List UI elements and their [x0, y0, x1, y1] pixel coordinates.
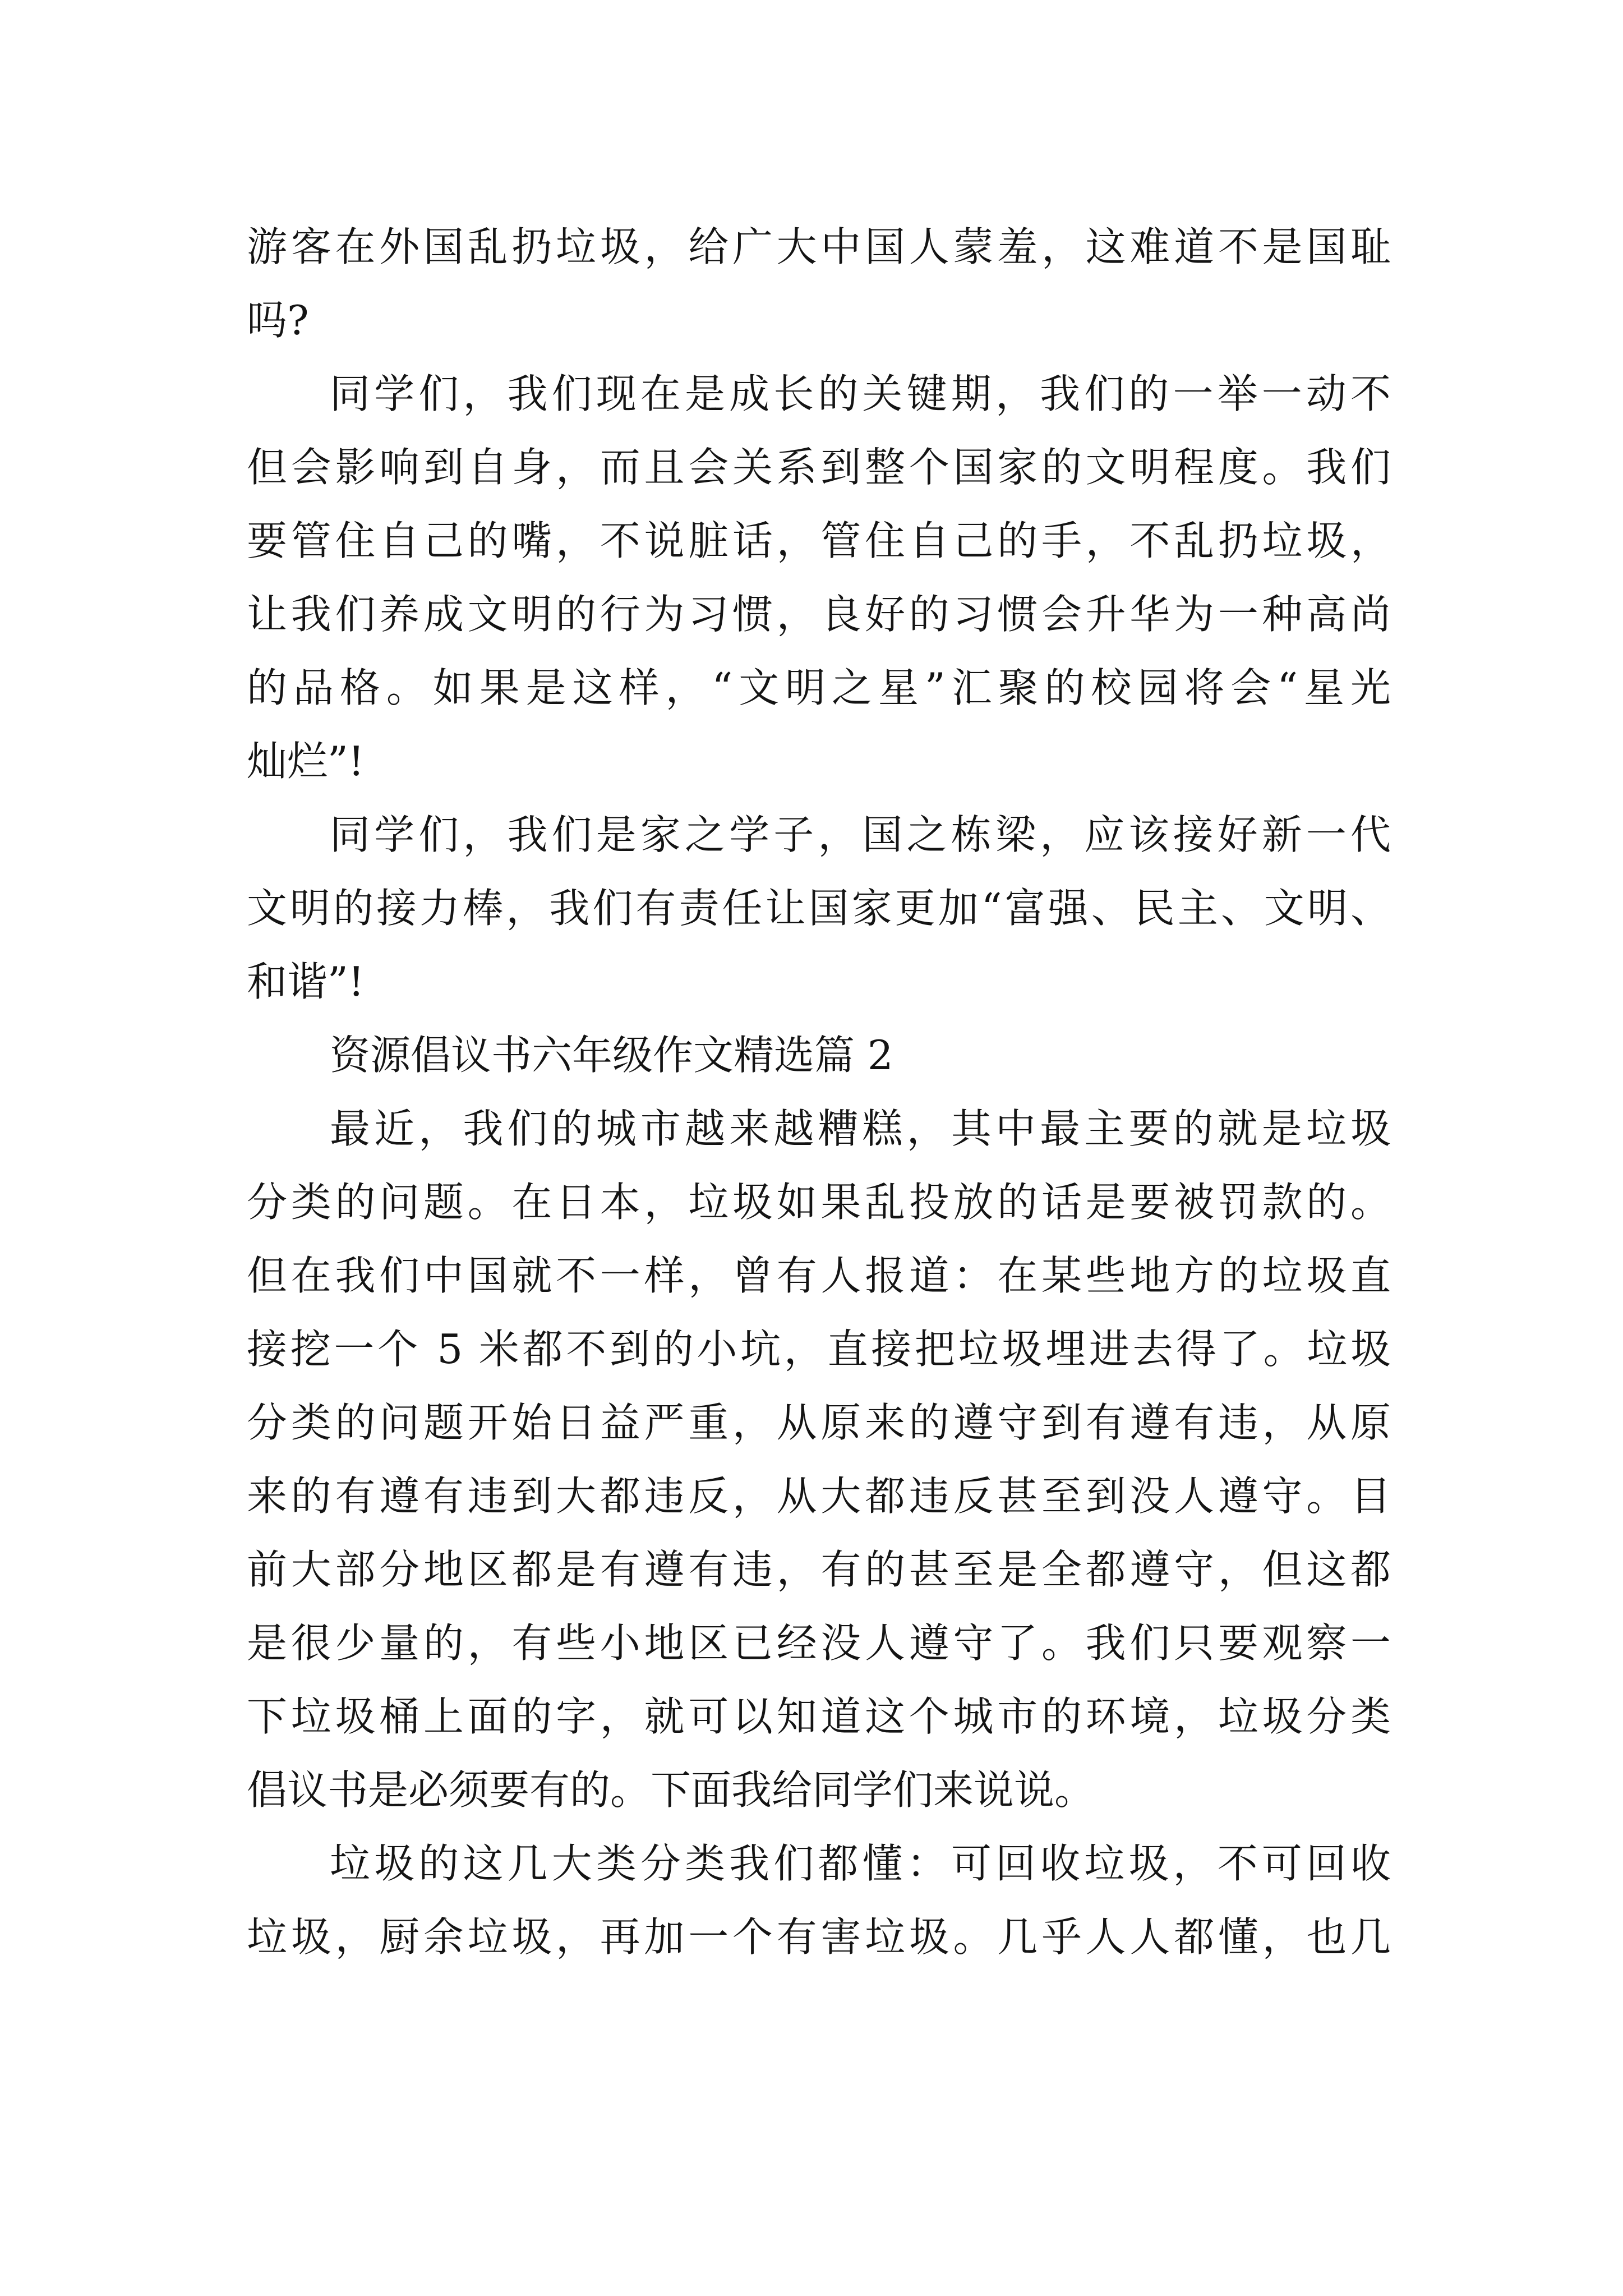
text-line: 最近，我们的城市越来越糟糕，其中最主要的就是垃圾 [330, 1105, 1391, 1152]
text-line: 垃圾的这几大类分类我们都懂：可回收垃圾，不可回收 [330, 1840, 1391, 1887]
text-line: 和谐”! [247, 958, 365, 1005]
text-line: 文明的接力棒，我们有责任让国家更加“富强、民主、文明、 [247, 885, 1391, 932]
text-line: 是很少量的，有些小地区已经没人遵守了。我们只要观察一 [247, 1619, 1391, 1667]
text-line: 垃圾，厨余垃圾，再加一个有害垃圾。几乎人人都懂，也几 [247, 1913, 1391, 1961]
text-line: 前大部分地区都是有遵有违，有的甚至是全都遵守，但这都 [247, 1546, 1391, 1593]
text-line: 但在我们中国就不一样，曾有人报道：在某些地方的垃圾直 [247, 1252, 1391, 1299]
text-line: 灿烂”! [247, 738, 365, 785]
text-line: 倡议书是必须要有的。下面我给同学们来说说。 [247, 1766, 1095, 1814]
text-line: 同学们，我们现在是成长的关键期，我们的一举一动不 [330, 370, 1391, 417]
text-line: 让我们养成文明的行为习惯，良好的习惯会升华为一种高尚 [247, 591, 1391, 638]
text-line: 分类的问题开始日益严重，从原来的遵守到有遵有违，从原 [247, 1399, 1391, 1446]
text-line: 游客在外国乱扔垃圾，给广大中国人蒙羞，这难道不是国耻 [247, 223, 1391, 270]
text-line: 要管住自己的嘴，不说脏话，管住自己的手，不乱扔垃圾， [247, 517, 1391, 564]
text-line: 下垃圾桶上面的字，就可以知道这个城市的环境，垃圾分类 [247, 1693, 1391, 1740]
text-line: 同学们，我们是家之学子，国之栋梁，应该接好新一代 [330, 811, 1391, 858]
text-line: 分类的问题。在日本，垃圾如果乱投放的话是要被罚款的。 [247, 1179, 1391, 1226]
document-body [247, 210, 1391, 1974]
text-line: 来的有遵有违到大都违反，从大都违反甚至到没人遵守。目 [247, 1473, 1391, 1520]
text-line: 但会影响到自身，而且会关系到整个国家的文明程度。我们 [247, 444, 1391, 491]
text-line: 吗? [247, 297, 309, 344]
text-line: 的品格。如果是这样，“文明之星”汇聚的校园将会“星光 [247, 664, 1391, 711]
section-heading: 资源倡议书六年级作文精选篇 2 [330, 1032, 893, 1079]
text-line: 接挖一个 5 米都不到的小坑，直接把垃圾埋进去得了。垃圾 [247, 1326, 1391, 1373]
